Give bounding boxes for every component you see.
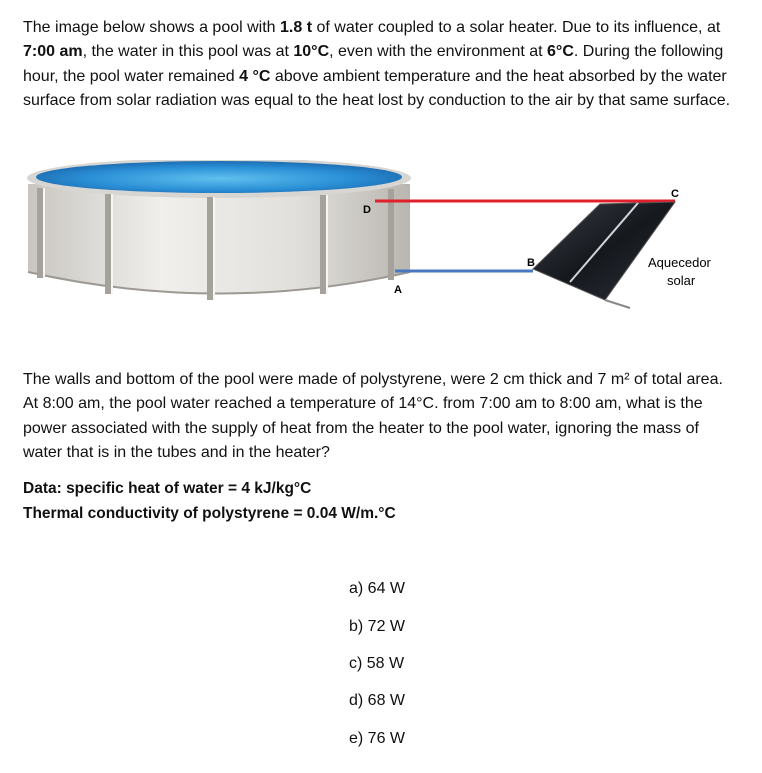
label-a: A	[394, 284, 402, 296]
option-a[interactable]: a) 64 W	[349, 580, 406, 597]
pool	[27, 160, 411, 300]
intro-bold-value: 10°C	[293, 43, 330, 61]
label-c: C	[671, 188, 679, 200]
problem-intro	[23, 16, 738, 113]
label-d: D	[363, 204, 371, 216]
intro-text: The image below shows a pool with	[23, 19, 281, 36]
data-thermal-conductivity: Thermal conductivity of polystyrene = 0.04 W/m.°C	[23, 505, 396, 522]
intro-bold-value: 4 °C	[239, 67, 271, 85]
pool-solar-heater-diagram	[20, 160, 750, 360]
intro-text: above ambient temperature and the heat absorbed by the water surface from solar radiation was equal to the heat lost by conduction to the air by that same surface.	[23, 67, 731, 109]
option-c[interactable]: c) 58 W	[349, 655, 405, 672]
intro-text: , even with the environment at	[329, 43, 548, 61]
heater-label-line1: Aquecedor	[648, 255, 711, 270]
intro-text: , the water in this pool was at	[82, 43, 294, 61]
label-b: B	[527, 257, 535, 269]
intro-bold-value: 1.8 t	[280, 19, 313, 36]
intro-text: of water coupled to a solar heater. Due to its influence, at	[312, 19, 721, 36]
heater-label-line2: solar	[667, 273, 696, 288]
data-specific-heat: Data: specific heat of water = 4 kJ/kg°C	[23, 480, 312, 497]
problem-question: The walls and bottom of the pool were made of polystyrene, were 2 cm thick and 7 m² of total area. At 8:00 am, the pool water reached a temperature of 14°C. from 7:00 am to 8:00 am, what is the power associated with the supply of heat from the heater to the pool water, ignoring the mass of water that is in the tubes and in the heater?	[23, 371, 723, 461]
intro-text: . During the following hour, the pool water remained	[23, 43, 724, 85]
intro-bold-value: 6°C	[547, 43, 574, 61]
intro-bold-value: 7:00 am	[23, 43, 83, 61]
option-e[interactable]: e) 76 W	[349, 730, 406, 747]
option-d[interactable]: d) 68 W	[349, 692, 406, 709]
option-b[interactable]: b) 72 W	[349, 618, 406, 635]
